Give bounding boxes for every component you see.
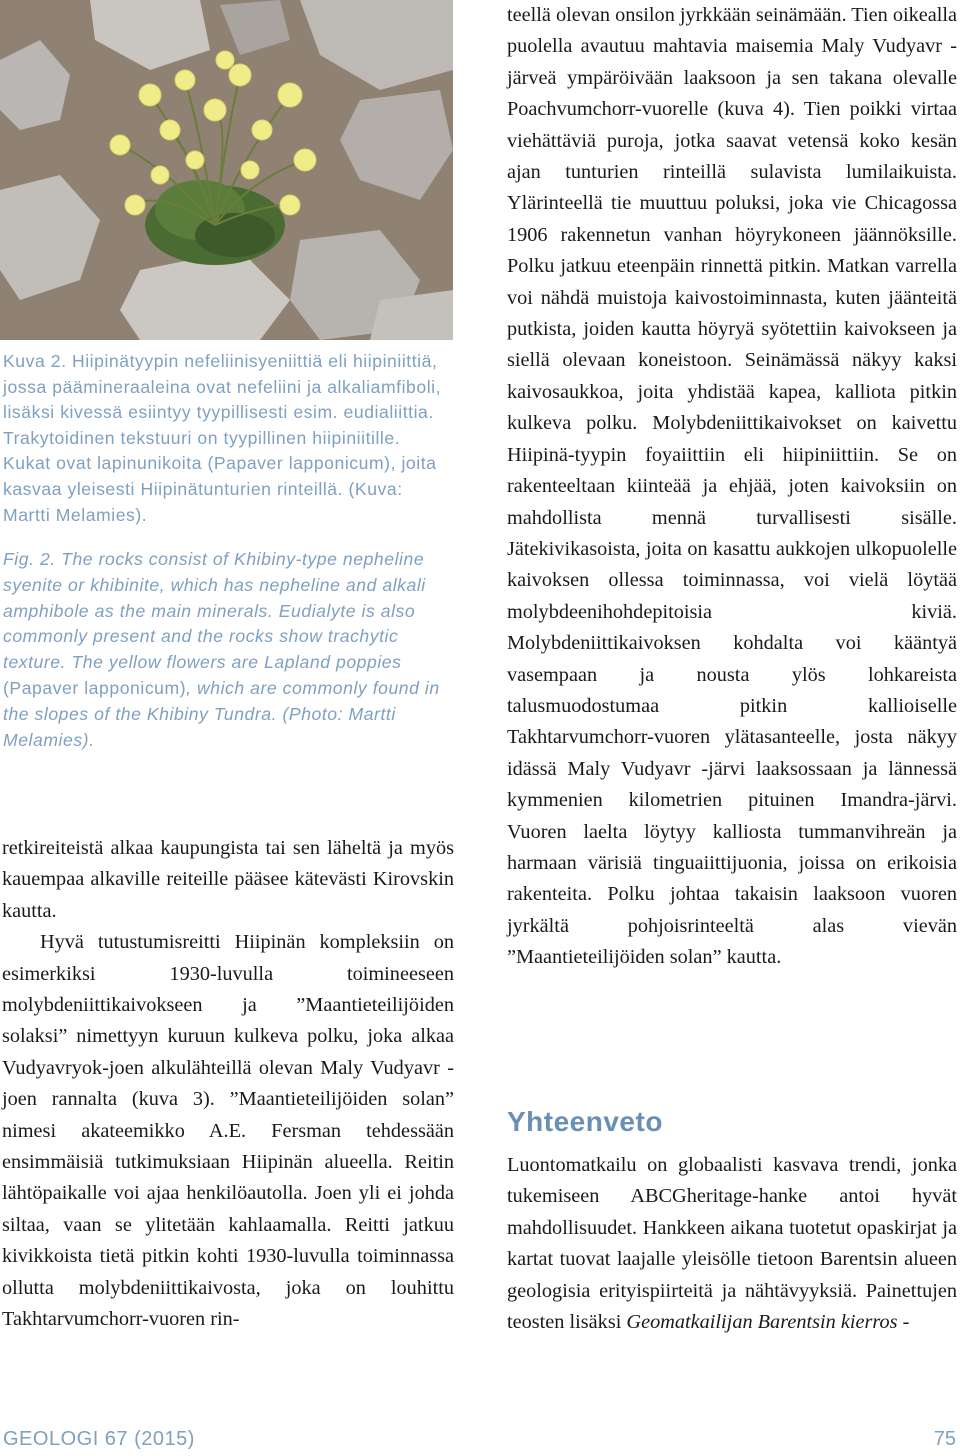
caption-en-text-2: , which are commonly found in the slopes of the Khibiny Tundra. (Photo: Martti Melamies).	[3, 677, 440, 750]
summary-italic-title: Geomatkailijan Barentsin kierros -	[626, 1311, 910, 1334]
footer-journal: GEOLOGI 67 (2015)	[3, 1428, 195, 1450]
caption-en-latin-name: (Papaver lapponicum)	[3, 677, 187, 698]
left-column	[2, 833, 454, 1336]
figure-caption-finnish: Kuva 2. Hiipinätyypin nefeliinisyeniittiä eli hiipiniittiä, jossa päämineraaleina ovat nefeliini ja alkaliamfiboli, lisäksi kivessä esiintyy tyypillisesti esim. eudialiittia. Trakytoidinen tekstuuri on tyypillinen hiipiniitille. Kukat ovat lapinunikoita (Papaver lapponicum), joita kasvaa yleisesti Hiipinätunturien rinteillä. (Kuva: Martti Melamies).	[3, 351, 442, 525]
left-paragraph-2: Hyvä tutustumisreitti Hiipinän kompleksiin on esimerkiksi 1930-luvulla toimineeseen molybdeniittikaivokseen ja ”Maantieteilijöiden solaksi” nimettyyn kuruun kulkeva polku, joka alkaa Vudyavryok-joen alkulähteillä olevan Maly Vudyavr -joen rannalta (kuva 3). ”Maantieteilijöiden solan” nimesi akateemikko A.E. Fersman tehdessään ensimmäisiä tutkimuksiaan Hiipinän alueella. Reitin lähtöpaikalle voi ajaa henkilöautolla. Joen yli ei johda siltaa, vaan se ylitetään kahlaamalla. Reitti jatkuu kivikkoista tietä pitkin kohti 1930-luvulla toiminnassa ollutta molybdeniittikaivosta, joka on louhittu Takhtarvumchorr-vuoren rin-	[2, 931, 454, 1331]
caption-en-text-1: Fig. 2. The rocks consist of Khibiny-type nepheline syenite or khibinite, which has nepheline and alkali amphibole as the main minerals. Eudialyte is also commonly present and the rocks show trachytic texture. The yellow flowers are Lapland poppies	[3, 549, 426, 673]
summary-paragraph	[507, 1150, 957, 1338]
right-paragraph-1: teellä olevan onsilon jyrkkään seinämään. Tien oikealla puolella avautuu mahtavia maisemia Maly Vudyavr -järveä ympäröivään laaksoon ja sen takana olevalle Poachvumchorr-vuorelle (kuva 4). Tien poikki virtaa viehättäviä puroja, jotka saavat vetensä koko kesän ajan tunturien rinteillä sulavista lumilaikuista. Ylärinteellä tie muuttuu poluksi, joka vie Chicagossa 1906 rakennetun vanhan höyrykoneen jäännöksille. Polku jatkuu eteenpäin rinnettä pitkin. Matkan varrella voi nähdä muistoja kaivostoiminnasta, kuten jäänteitä putkista, joiden kautta höyryä syötettiin kaivokseen ja siellä olevaan koneistoon. Seinämässä näkyy kaksi kaivosaukkoa, joita yhdistää kapea, kalliota pitkin kulkeva polku. Molybdeniittikaivokset on kaivettu Hiipinä-tyypin foyaiittiin eli hiipiniittiin. Se on rakenteeltaan kiinteää ja ehjää, joten kaivoksiin on mahdollista mennä turvallisesti sisälle. Jätekivikasoista, joita on kasattu aukkojen ulkopuolelle kaivoksen ollessa toiminnassa, voi vielä löytää molybdeenihohdepitoisia kiviä. Molybdeniittikaivoksen kohdalta voi kääntyä vasempaan ja nousta ylös lohkareista talusmuodostumaa pitkin kallioiselle Takhtarvumchorr-vuoren ylätasanteelle, josta näkyy idässä Maly Vudyavr -järvi laaksossaan ja lännessä kymmenien kilometrien pituinen Imandra-järvi. Vuoren laelta löytyy kalliosta tummanvihreän ja harmaan värisiä tinguaiittijuonia, joissa on erikoisia rakenteita. Polku johtaa takaisin laaksoon vuoren jyrkältä pohjoisrinteeltä alas vievän ”Maantieteilijöiden solan” kautta.	[507, 4, 958, 969]
right-column-summary	[507, 1150, 957, 1338]
right-column	[507, 0, 957, 974]
left-paragraph-1: retkireiteistä alkaa kaupungista tai sen läheltä ja myös kauempaa alkaville reiteille pääsee kätevästi Kirovskin kautta.	[2, 837, 454, 922]
figure-photo-poppies	[0, 0, 453, 340]
summary-text: Luontomatkailu on globaalisti kasvava trendi, jonka tukemiseen ABCGheritage-hanke antoi hyvät mahdollisuudet. Hankkeen aikana tuotetut opaskirjat ja kartat tuovat laajalle yleisölle tietoon Barentsin alueen geologisia erityispiirteitä ja nähtävyyksiä. Painettujen teosten lisäksi	[507, 1154, 957, 1334]
figure-caption-english	[3, 547, 451, 753]
footer-page-number: 75	[933, 1428, 956, 1450]
section-heading-yhteenveto: Yhteenveto	[507, 1106, 663, 1137]
